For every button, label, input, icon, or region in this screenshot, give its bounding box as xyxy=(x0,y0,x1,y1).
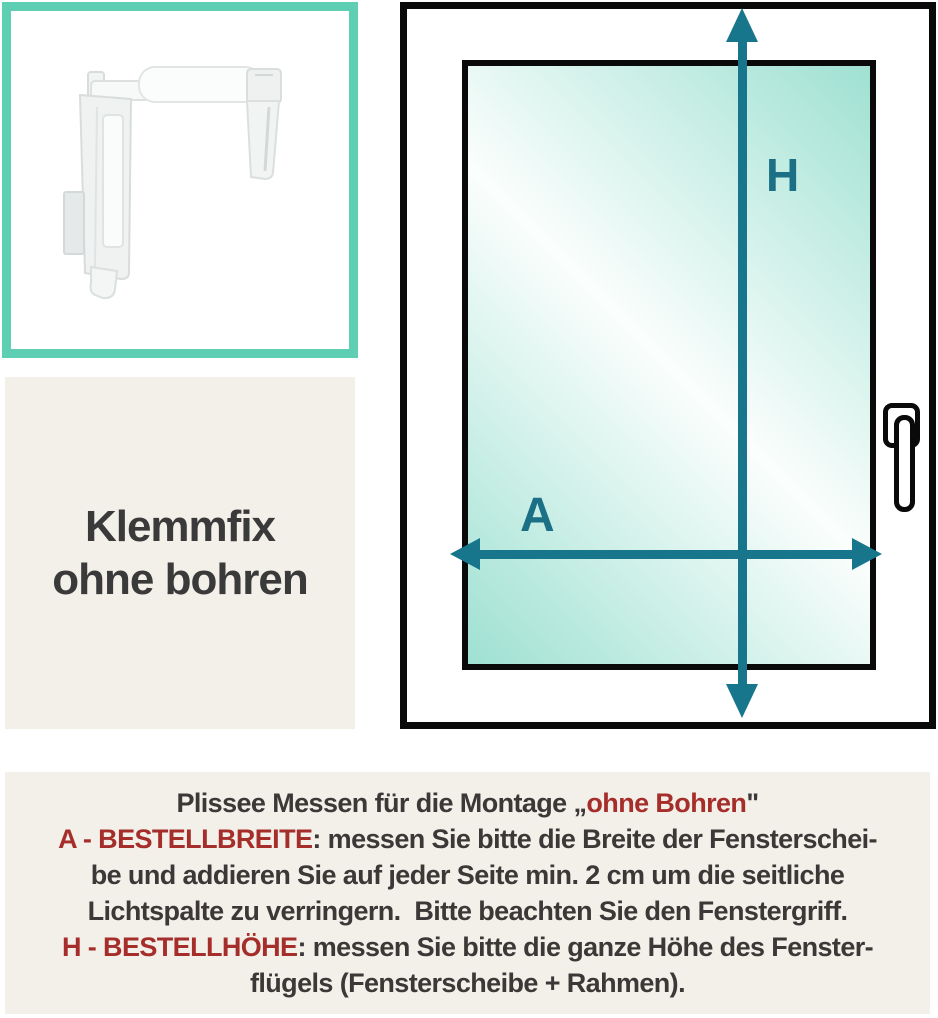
klemmfix-title-line2: ohne bohren xyxy=(52,555,308,604)
instruction-line xyxy=(5,893,930,929)
height-arrow-bottom-head-icon xyxy=(726,684,758,718)
clamp-bracket-image xyxy=(11,11,349,349)
klemmfix-title-line1: Klemmfix xyxy=(84,502,276,551)
text-segment: flügels (Fensterscheibe + Rahmen). xyxy=(250,968,685,998)
text-segment: Lichtspalte zu verringern. Bitte beachten Sie den Fenstergriff. xyxy=(87,896,848,926)
text-segment: ohne Bohren xyxy=(586,788,747,818)
instruction-line xyxy=(5,965,930,1001)
window-handle-lever-icon xyxy=(894,415,915,512)
klemmfix-label-panel xyxy=(5,377,355,729)
instruction-line xyxy=(5,821,930,857)
measuring-instructions-panel xyxy=(5,772,930,1014)
width-arrow xyxy=(474,550,858,559)
height-dimension-label: H xyxy=(766,149,800,201)
width-arrow-left-head-icon xyxy=(450,538,480,570)
instruction-lines xyxy=(5,785,930,1001)
instruction-line xyxy=(5,785,930,821)
text-segment: A - BESTELLBREITE xyxy=(58,824,313,854)
height-arrow-top-head-icon xyxy=(726,8,758,42)
window-glass-pane xyxy=(462,60,876,670)
width-dimension-label: A xyxy=(520,489,555,542)
height-arrow xyxy=(738,40,747,688)
text-segment: " xyxy=(746,788,759,818)
width-arrow-right-head-icon xyxy=(852,538,882,570)
text-segment: be und addieren Sie auf jeder Seite min. 2 cm um die seitliche xyxy=(90,860,845,890)
text-segment: : messen Sie bitte die ganze Höhe des Fenster- xyxy=(297,932,874,962)
text-segment: H - BESTELLHÖHE xyxy=(61,932,298,962)
instruction-line xyxy=(5,857,930,893)
product-photo-box xyxy=(2,2,358,358)
text-segment: : messen Sie bitte die Breite der Fensterschei- xyxy=(312,824,877,854)
text-segment: Plissee Messen für die Montage „ xyxy=(176,788,587,818)
instruction-line xyxy=(5,929,930,965)
